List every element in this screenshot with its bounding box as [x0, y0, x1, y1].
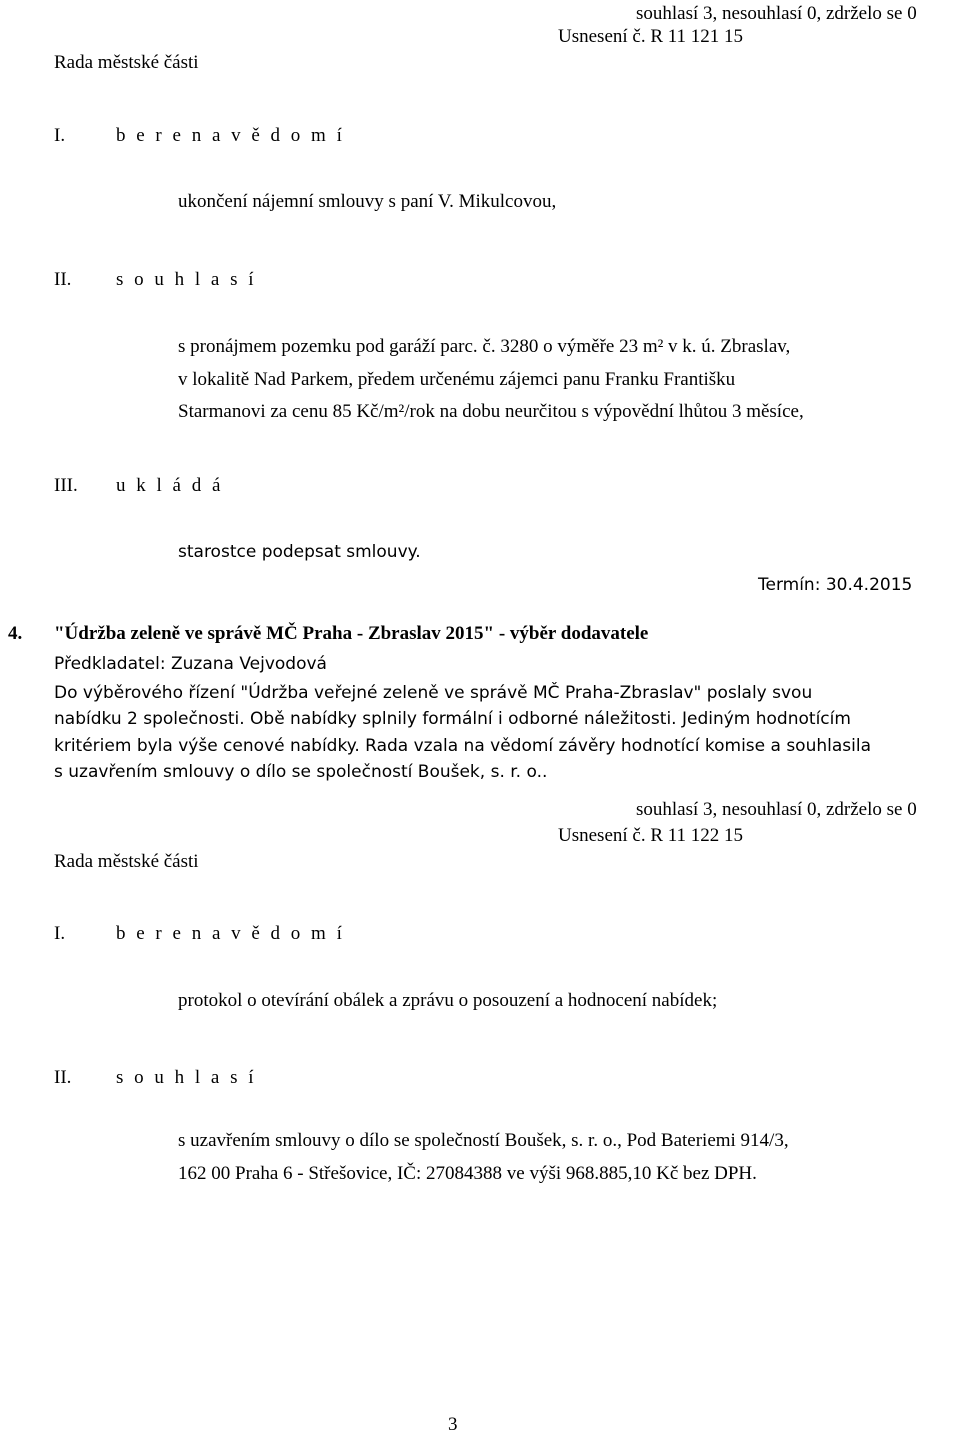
item-number: II. — [54, 1067, 72, 1088]
item-text: 162 00 Praha 6 - Střešovice, IČ: 27084388 ve výši 968.885,10 Kč bez DPH. — [178, 1163, 757, 1184]
council-label-1: Rada městské části — [54, 52, 199, 73]
item-number: I. — [54, 125, 66, 146]
section-body-line: s uzavřením smlouvy o dílo se společností Boušek, s. r. o.. — [54, 762, 548, 782]
section-body-line: Do výběrového řízení "Údržba veřejné zeleně ve správě MČ Praha-Zbraslav" poslaly svou — [54, 683, 813, 703]
item-verb: s o u h l a s í — [116, 1067, 257, 1088]
item-text: s uzavřením smlouvy o dílo se společností Boušek, s. r. o., Pod Bateriemi 914/3, — [178, 1130, 789, 1151]
section-body-line: nabídku 2 společnosti. Obě nabídky splnily formální i odborné náležitosti. Jediným hodnotícím — [54, 709, 851, 729]
item-text: ukončení nájemní smlouvy s paní V. Mikulcovou, — [178, 191, 557, 212]
item-text: protokol o otevírání obálek a zprávu o posouzení a hodnocení nabídek; — [178, 990, 718, 1011]
item-text: Starmanovi za cenu 85 Kč/m²/rok na dobu neurčitou s výpovědní lhůtou 3 měsíce, — [178, 401, 804, 422]
council-label-2: Rada městské části — [54, 851, 199, 872]
resolution-number-1: Usnesení č. R 11 121 15 — [558, 26, 744, 47]
presenter: Předkladatel: Zuzana Vejvodová — [54, 654, 327, 674]
page-number: 3 — [448, 1414, 458, 1435]
item-verb: s o u h l a s í — [116, 269, 257, 290]
item-text: s pronájmem pozemku pod garáží parc. č. 3280 o výměře 23 m² v k. ú. Zbraslav, — [178, 336, 791, 357]
item-number: I. — [54, 923, 66, 944]
item-heading-2-2 — [54, 1064, 257, 1091]
section-body-line: kritériem byla výše cenové nabídky. Rada vzala na vědomí závěry hodnotící komise a souhlasila — [54, 736, 871, 756]
item-text: v lokalitě Nad Parkem, předem určenému zájemci panu Franku Františku — [178, 369, 736, 390]
section-number: 4. — [8, 623, 23, 644]
item-heading-1-1 — [54, 122, 345, 149]
vote-result-2: souhlasí 3, nesouhlasí 0, zdrželo se 0 — [636, 799, 917, 820]
deadline: Termín: 30.4.2015 — [758, 575, 913, 595]
section-title — [8, 620, 648, 647]
resolution-number-2: Usnesení č. R 11 122 15 — [558, 825, 744, 846]
item-text: starostce podepsat smlouvy. — [178, 542, 421, 562]
vote-result-1: souhlasí 3, nesouhlasí 0, zdrželo se 0 — [636, 3, 917, 24]
item-verb: b e r e n a v ě d o m í — [116, 125, 345, 146]
item-verb: b e r e n a v ě d o m í — [116, 923, 345, 944]
item-heading-1-3 — [54, 472, 223, 499]
item-verb: u k l á d á — [116, 475, 224, 496]
item-heading-2-1 — [54, 920, 345, 947]
item-number: II. — [54, 269, 72, 290]
section-title-text: "Údržba zeleně ve správě MČ Praha - Zbraslav 2015" - výběr dodavatele — [54, 623, 649, 644]
item-heading-1-2 — [54, 266, 257, 293]
item-number: III. — [54, 475, 78, 496]
